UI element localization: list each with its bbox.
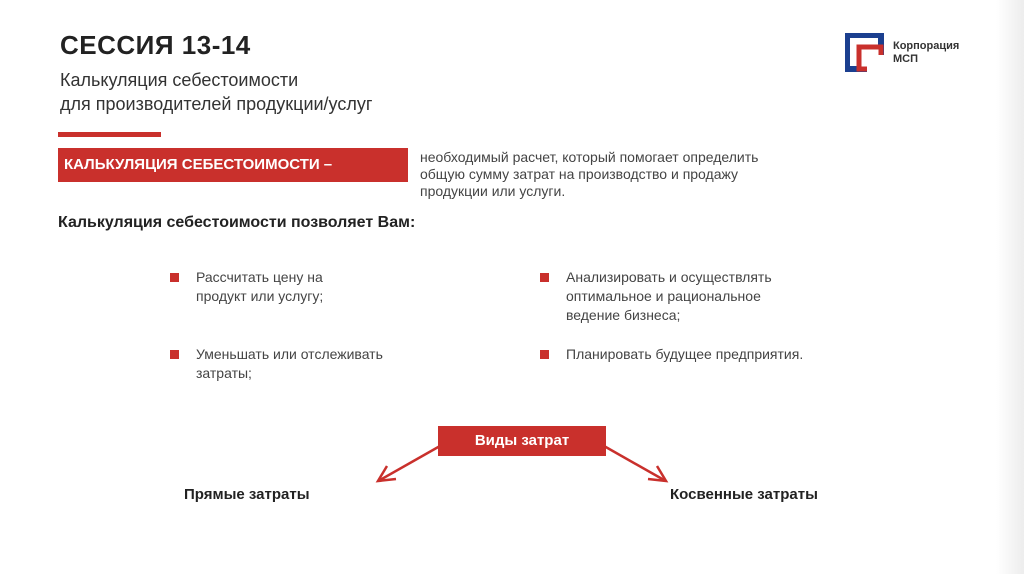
- logo-line: МСП: [893, 53, 919, 65]
- cost-types-box: Виды затрат: [438, 426, 606, 456]
- direct-costs-label: Прямые затраты: [184, 486, 310, 503]
- subtitle-line: Калькуляция себестоимости: [60, 70, 299, 90]
- subtitle-line: для производителей продукции/услуг: [60, 94, 373, 114]
- indirect-costs-label: Косвенные затраты: [670, 486, 818, 503]
- arrow-right-icon: [604, 446, 664, 480]
- bullet-line: Планировать будущее предприятия.: [566, 346, 804, 362]
- definition-line: продукции или услуги.: [420, 183, 566, 199]
- bullet-line: Рассчитать цену на: [196, 269, 323, 285]
- bullet-line: Анализировать и осуществлять: [566, 269, 772, 285]
- bullet-line: ведение бизнеса;: [566, 307, 681, 323]
- allows-heading: Калькуляция себестоимости позволяет Вам:: [58, 214, 416, 231]
- bullet-line: затраты;: [196, 365, 252, 381]
- bullet-line: Уменьшать или отслеживать: [196, 346, 383, 362]
- logo-line: Корпорация: [893, 40, 960, 52]
- definition-line: необходимый расчет, который помогает определить: [420, 149, 759, 165]
- bullet-line: продукт или услугу;: [196, 288, 324, 304]
- definition-line: общую сумму затрат на производство и продажу: [420, 166, 739, 182]
- definition-label: КАЛЬКУЛЯЦИЯ СЕБЕСТОИМОСТИ –: [58, 148, 408, 182]
- page-title: СЕССИЯ 13-14: [60, 30, 251, 60]
- arrow-left-icon: [380, 446, 440, 480]
- bullet-line: оптимальное и рациональное: [566, 288, 761, 304]
